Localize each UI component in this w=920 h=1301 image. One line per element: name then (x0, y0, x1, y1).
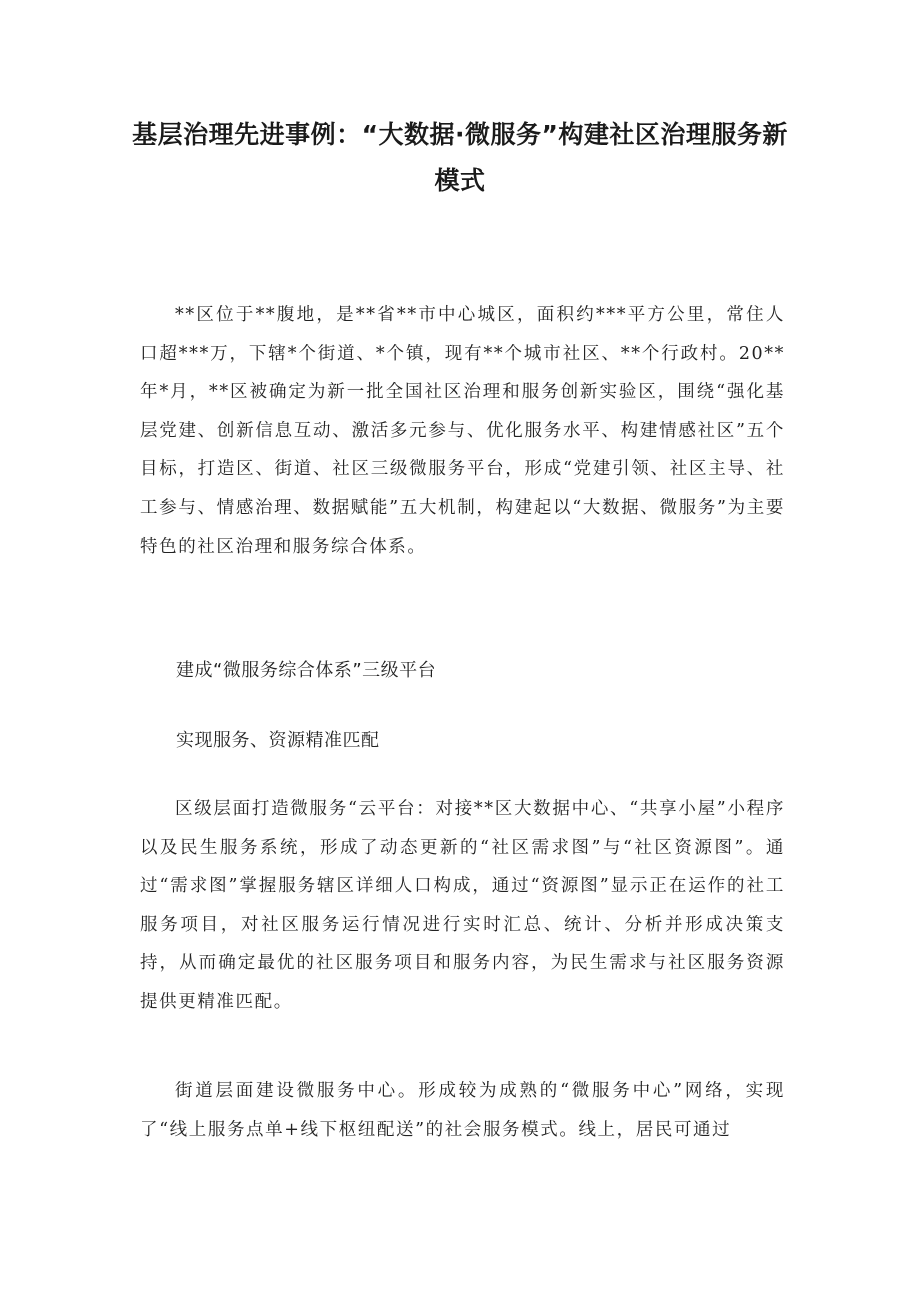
paragraph-district-level: 区级层面打造微服务“云平台：对接**区大数据中心、“共享小屋”小程序以及民生服务系统，形成了动态更新的“社区需求图”与“社区资源图”。通过“需求图”掌握服务辖区详细人口构成，通过“资源图”显示正在运作的社工服务项目，对社区服务运行情况进行实时汇总、统计、分析并形成决策支持，从而确定最优的社区服务项目和服务内容，为民生需求与社区服务资源提供更精准匹配。 (140, 799, 785, 1012)
document-title: 基层治理先进事例：“大数据·微服务”构建社区治理服务新模式 (132, 120, 788, 195)
paragraph-street-level: 街道层面建设微服务中心。形成较为成熟的“微服务中心”网络，实现了“线上服务点单+线下枢纽配送”的社会服务模式。线上，居民可通过 (140, 1081, 785, 1140)
section-heading-matching: 实现服务、资源精准匹配 (176, 730, 380, 751)
section-heading-platform: 建成“微服务综合体系”三级平台 (176, 660, 437, 681)
paragraph-intro: **区位于**腹地，是**省**市中心城区，面积约***平方公里，常住人口超***万，下辖*个街道、*个镇，现有**个城市社区、**个行政村。20**年*月，**区被确定为新一批全国社区治理和服务创新实验区，围绕“强化基层党建、创新信息互动、激活多元参与、优化服务水平、构建情感社区”五个目标，打造区、街道、社区三级微服务平台，形成“党建引领、社区主导、社工参与、情感治理、数据赋能”五大机制，构建起以“大数据、微服务”为主要特色的社区治理和服务综合体系。 (140, 305, 785, 557)
